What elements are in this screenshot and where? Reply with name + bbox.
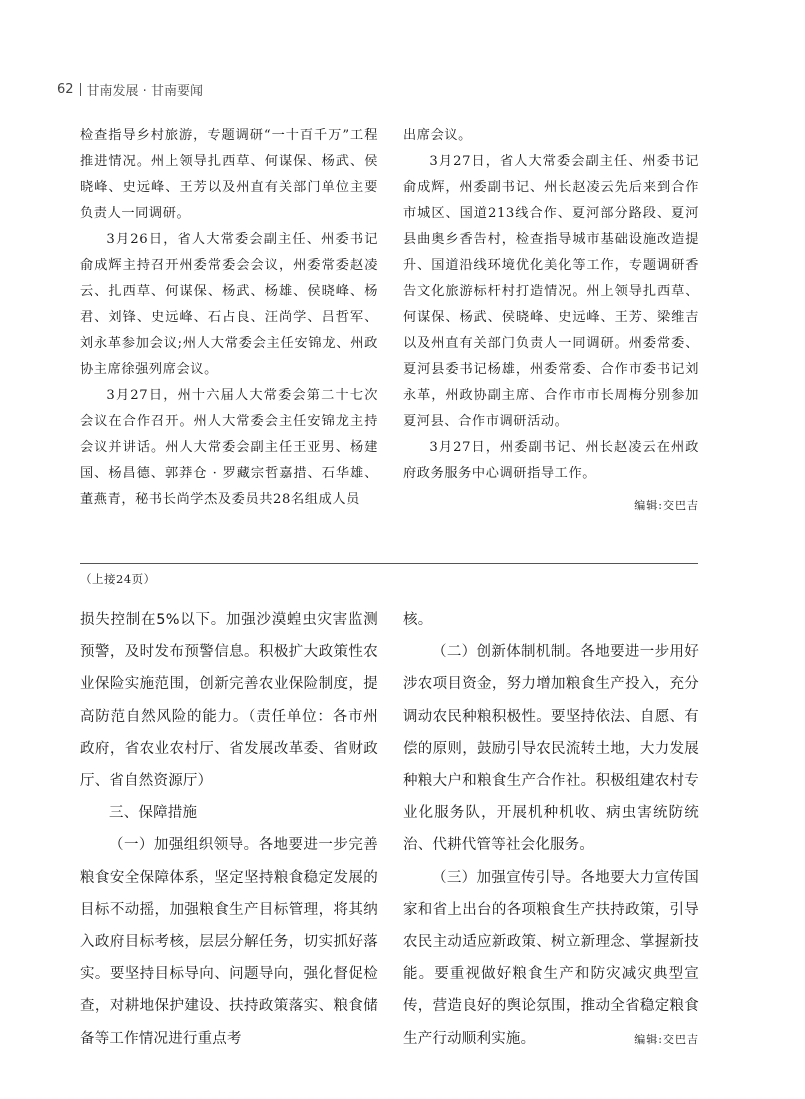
paragraph: （二）创新体制机制。各地要进一步用好涉农项目资金，努力增加粮食生产投入，充分调动农民种粮积极性。要坚持依法、自愿、有偿的原则，鼓励引导农民流转土地，大力发展种粮大户和粮食生产合作社。积极组建农村专业化服务队，开展机种机收、病虫害统防统治、代耕代管等社会化服务。 bbox=[403, 644, 699, 854]
paragraph: 检查指导乡村旅游，专题调研“一十百千万”工程推进情况。州上领导扎西草、何谋保、杨武、侯晓峰、史远峰、王芳以及州直有关部门单位主要负责人一同调研。 bbox=[80, 128, 378, 221]
paragraph: 损失控制在5%以下。加强沙漠蝗虫灾害监测预警，及时发布预警信息。积极扩大政策性农业保险实施范围，创新完善农业保险制度，提高防范自然风险的能力。（责任单位：各市州政府，省农业农村厅、省发展改革委、省财政厅、省自然资源厅） bbox=[80, 612, 378, 790]
paragraph: 3月27日，州委副书记、州长赵凌云在州政府政务服务中心调研指导工作。 bbox=[403, 440, 699, 481]
running-header bbox=[57, 80, 203, 99]
paragraph: 3月27日，省人大常委会副主任、州委书记俞成辉，州委副书记、州长赵凌云先后来到合作市城区、国道213线合作、夏河部分路段、夏河县曲奥乡香告村，检查指导城市基础设施改造提升、国道沿线环境优化美化等工作，专题调研香告文化旅游标杆村打造情况。州上领导扎西草、何谋保、杨武、侯晓峰、史远峰、王芳、梁维吉以及州直有关部门负责人一同调研。州委常委、夏河县委书记杨雄，州委常委、合作市委书记刘永革，州政协副主席、合作市市长周梅分别参加夏河县、合作市调研活动。 bbox=[403, 154, 699, 429]
bottom-right-column bbox=[403, 604, 699, 1056]
continued-note: （上接24页） bbox=[80, 572, 156, 586]
editor-credit: 编辑:交巴吉 bbox=[634, 1032, 699, 1046]
section-heading: 三、保障措施 bbox=[109, 805, 198, 822]
paragraph: 3月27日，州十六届人大常委会第二十七次会议在合作召开。州人大常委会主任安锦龙主持会议并讲话。州人大常委会副主任王亚男、杨建国、杨昌德、郭莽仓 · 罗藏宗哲嘉措、石华雄、董燕青，秘书长尚学杰及委员共28名组成人员 bbox=[80, 388, 378, 507]
paragraph: （三）加强宣传引导。各地要大力宣传国家和省上出台的各项粮食生产扶持政策，引导农民主动适应新政策、树立新理念、掌握新技能。要重视做好粮食生产和防灾减灾典型宣传，营造良好的舆论氛围，推动全省稳定粮食生产行动顺利实施。 bbox=[403, 869, 699, 1047]
paragraph: 3月26日，省人大常委会副主任、州委书记俞成辉主持召开州委常委会会议，州委常委赵凌云、扎西草、何谋保、杨武、杨雄、侯晓峰、杨君、刘锋、史远峰、石占良、汪尚学、吕哲军、刘永革参加会议;州人大常委会主任安锦龙、州政协主席徐强列席会议。 bbox=[80, 232, 378, 377]
page-number: 62 bbox=[57, 82, 74, 97]
paragraph: 核。 bbox=[403, 612, 433, 628]
section-divider bbox=[80, 563, 698, 564]
header-divider bbox=[80, 83, 81, 96]
top-right-column bbox=[403, 123, 699, 519]
editor-credit: 编辑:交巴吉 bbox=[634, 499, 699, 512]
top-left-column bbox=[80, 123, 378, 513]
paragraph: 出席会议。 bbox=[403, 128, 472, 143]
paragraph: （一）加强组织领导。各地要进一步完善粮食安全保障体系，坚定坚持粮食稳定发展的目标不动摇，加强粮食生产目标管理，将其纳入政府目标考核，层层分解任务，切实抓好落实。要坚持目标导向、问题导向，强化督促检查，对耕地保护建设、扶持政策落实、粮食储备等工作情况进行重点考 bbox=[80, 837, 378, 1047]
bottom-left-column bbox=[80, 604, 378, 1055]
section-title: 甘南发展 · 甘南要闻 bbox=[86, 84, 203, 99]
